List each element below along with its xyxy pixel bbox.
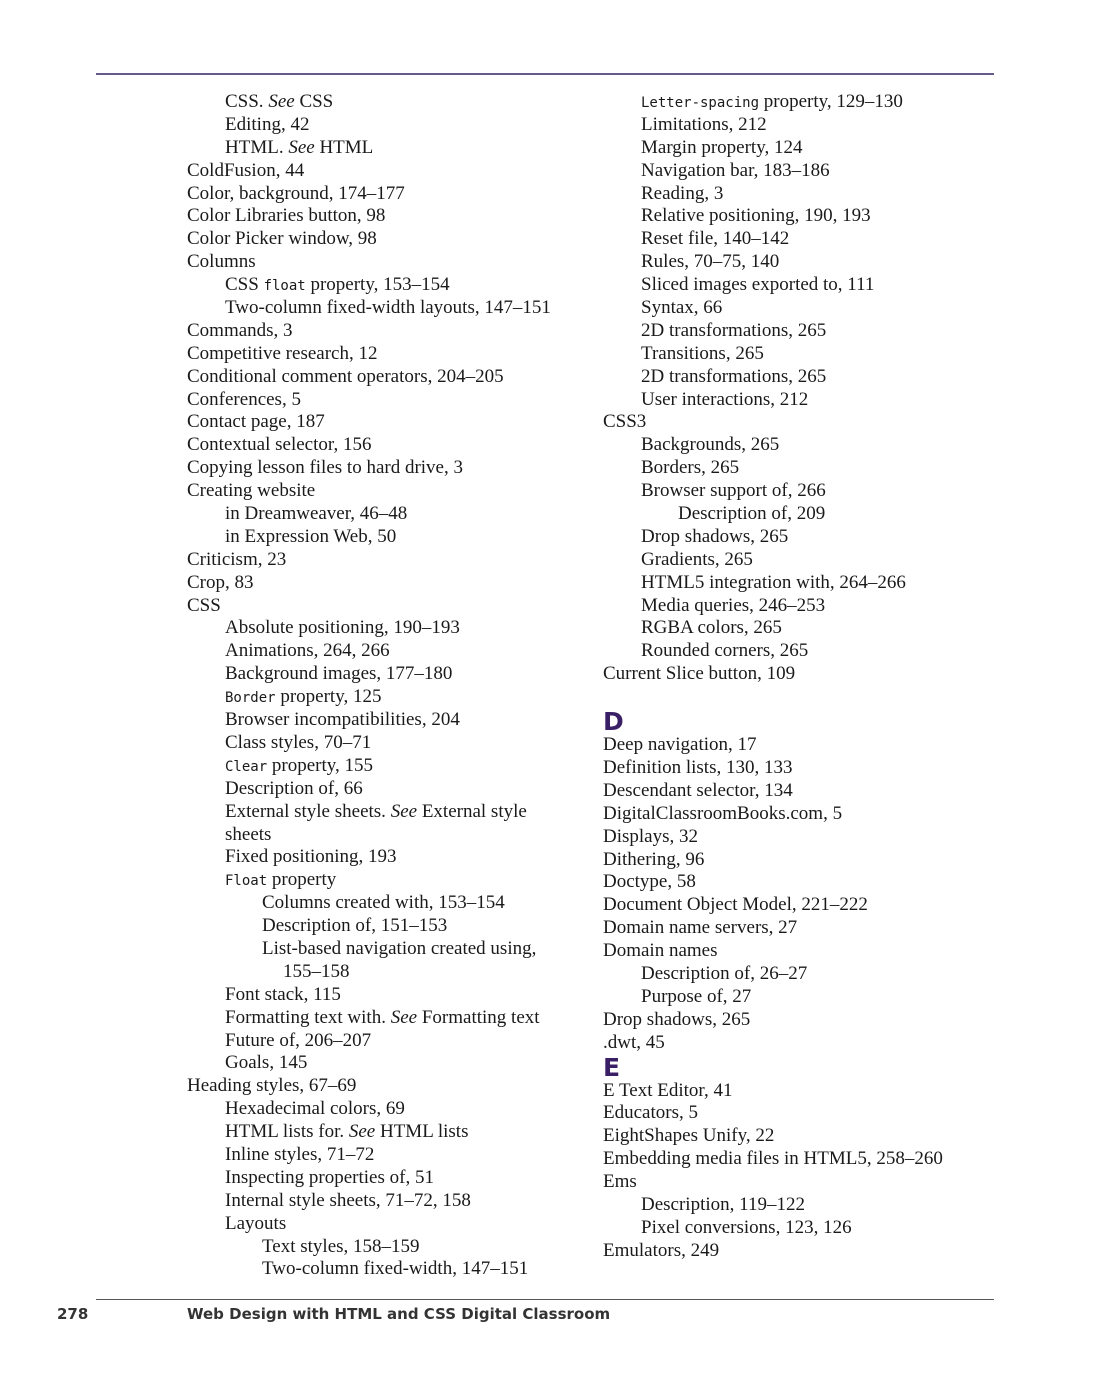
index-entry	[603, 663, 1003, 686]
index-entry	[603, 1194, 1003, 1217]
entry-text: Emulators, 249	[603, 1239, 720, 1261]
index-entry	[187, 892, 597, 915]
index-entry	[187, 732, 597, 755]
entry-text: E Text Editor, 41	[603, 1079, 733, 1101]
index-entry	[603, 871, 1003, 894]
entry-text: in Expression Web, 50	[225, 525, 397, 547]
entry-text: Text styles, 158–159	[262, 1235, 420, 1257]
index-entry	[187, 1213, 597, 1236]
code-term: Clear	[225, 758, 268, 775]
index-entry	[603, 1148, 1003, 1171]
index-entry	[603, 411, 1003, 434]
index-entry	[603, 640, 1003, 663]
entry-text: Relative positioning, 190, 193	[641, 205, 871, 227]
index-entry	[603, 205, 1003, 228]
entry-text: CSS	[294, 91, 334, 112]
entry-text: sheets	[225, 823, 272, 845]
index-entry	[187, 343, 597, 366]
index-entry	[187, 1258, 597, 1281]
index-entry	[603, 686, 1003, 709]
index-entry	[187, 160, 597, 183]
entry-text: Contextual selector, 156	[187, 434, 372, 456]
index-entry	[187, 91, 597, 114]
index-entry	[603, 849, 1003, 872]
index-entry	[603, 434, 1003, 457]
code-term: float	[263, 278, 306, 295]
index-entry	[187, 526, 597, 549]
entry-text: Formatting text with.	[225, 1006, 391, 1028]
entry-text: HTML lists	[375, 1121, 469, 1143]
index-entry	[603, 114, 1003, 137]
entry-text: CSS	[187, 594, 221, 616]
entry-text: Fixed positioning, 193	[225, 846, 397, 868]
entry-text: Document Object Model, 221–222	[603, 894, 868, 916]
index-entry	[187, 411, 597, 434]
entry-text: Margin property, 124	[641, 136, 803, 158]
index-entry	[187, 228, 597, 251]
entry-text: .dwt, 45	[603, 1031, 665, 1053]
index-entry	[187, 961, 597, 984]
index-entry	[603, 1032, 1003, 1055]
index-entry	[603, 274, 1003, 297]
index-entry	[187, 549, 597, 572]
entry-text: Columns	[187, 251, 256, 273]
entry-text: Conditional comment operators, 204–205	[187, 365, 504, 387]
index-entry	[603, 963, 1003, 986]
index-entry	[187, 1190, 597, 1213]
index-entry	[187, 503, 597, 526]
entry-text: property, 155	[267, 754, 374, 776]
see-reference: See	[288, 136, 315, 158]
index-entry	[603, 826, 1003, 849]
index-entry	[187, 1030, 597, 1053]
index-entry	[187, 297, 597, 320]
entry-text: Two-column fixed-width, 147–151	[262, 1258, 529, 1280]
index-entry	[187, 686, 597, 709]
entry-text: Syntax, 66	[641, 297, 723, 319]
index-entry	[187, 389, 597, 412]
entry-text: Columns created with, 153–154	[262, 892, 505, 914]
index-entry	[187, 846, 597, 869]
index-entry	[187, 824, 597, 847]
index-entry	[603, 183, 1003, 206]
index-entry	[603, 1217, 1003, 1240]
entry-text: Purpose of, 27	[641, 985, 752, 1007]
index-entry	[603, 1125, 1003, 1148]
index-entry	[603, 572, 1003, 595]
index-entry	[603, 503, 1003, 526]
index-entry	[187, 1052, 597, 1075]
entry-text: RGBA colors, 265	[641, 617, 782, 639]
entry-text: Browser incompatibilities, 204	[225, 709, 460, 731]
entry-text: Copying lesson files to hard drive, 3	[187, 457, 463, 479]
index-entry	[603, 757, 1003, 780]
top-rule	[96, 73, 994, 75]
index-entry	[603, 1080, 1003, 1103]
index-entry	[603, 297, 1003, 320]
entry-text: Deep navigation, 17	[603, 734, 757, 756]
index-entry	[603, 366, 1003, 389]
index-entry	[187, 1121, 597, 1144]
index-entry	[187, 366, 597, 389]
entry-text: Background images, 177–180	[225, 663, 453, 685]
entry-text: 2D transformations, 265	[641, 319, 827, 341]
entry-text: CSS	[225, 274, 264, 296]
entry-text: Conferences, 5	[187, 388, 301, 410]
entry-text: Domain name servers, 27	[603, 917, 798, 939]
index-entry	[603, 1240, 1003, 1263]
entry-text: Internal style sheets, 71–72, 158	[225, 1189, 471, 1211]
entry-text: Class styles, 70–71	[225, 731, 372, 753]
entry-text: Current Slice button, 109	[603, 663, 796, 685]
index-entry	[187, 1098, 597, 1121]
index-entry	[187, 1236, 597, 1259]
index-entry	[603, 617, 1003, 640]
index-entry	[187, 617, 597, 640]
index-entry	[187, 205, 597, 228]
index-entry	[603, 917, 1003, 940]
entry-text: Future of, 206–207	[225, 1029, 372, 1051]
entry-text: Drop shadows, 265	[603, 1008, 751, 1030]
index-entry	[603, 986, 1003, 1009]
index-column-right	[603, 91, 1003, 1263]
index-entry	[187, 640, 597, 663]
index-entry	[187, 1167, 597, 1190]
index-entry	[603, 457, 1003, 480]
page-number: 278	[57, 1305, 89, 1323]
entry-text: Descendant selector, 134	[603, 779, 793, 801]
index-entry	[187, 320, 597, 343]
entry-text: Competitive research, 12	[187, 342, 378, 364]
index-entry	[187, 114, 597, 137]
entry-text: Heading styles, 67–69	[187, 1075, 357, 1097]
entry-text: Drop shadows, 265	[641, 525, 789, 547]
see-reference: See	[390, 800, 418, 822]
index-entry	[603, 91, 1003, 114]
entry-text: Media queries, 246–253	[641, 594, 826, 616]
entry-text: Transitions, 265	[641, 342, 764, 364]
index-entry	[603, 1171, 1003, 1194]
entry-text: Criticism, 23	[187, 548, 287, 570]
index-entry	[187, 480, 597, 503]
entry-text: Absolute positioning, 190–193	[225, 617, 460, 639]
index-entry	[187, 1144, 597, 1167]
index-entry	[603, 734, 1003, 757]
index-entry	[603, 526, 1003, 549]
entry-text: DigitalClassroomBooks.com, 5	[603, 802, 843, 824]
code-term: Border	[225, 690, 276, 707]
index-entry	[603, 480, 1003, 503]
see-reference: See	[268, 91, 295, 112]
index-entry	[187, 778, 597, 801]
entry-text: Two-column fixed-width layouts, 147–151	[225, 297, 551, 319]
entry-text: Navigation bar, 183–186	[641, 159, 830, 181]
index-entry	[603, 228, 1003, 251]
entry-text: Limitations, 212	[641, 113, 767, 135]
entry-text: Goals, 145	[225, 1052, 308, 1074]
index-entry	[187, 137, 597, 160]
index-entry	[187, 915, 597, 938]
index-entry	[187, 709, 597, 732]
index-entry	[187, 755, 597, 778]
entry-text: property, 153–154	[305, 274, 450, 296]
entry-text: HTML	[314, 136, 374, 158]
entry-text: Color, background, 174–177	[187, 182, 405, 204]
index-entry	[187, 251, 597, 274]
entry-text: ColdFusion, 44	[187, 159, 305, 181]
index-column-left	[187, 91, 597, 1281]
entry-text: EightShapes Unify, 22	[603, 1125, 775, 1147]
entry-text: HTML.	[225, 136, 289, 158]
index-entry	[603, 137, 1003, 160]
entry-text: Doctype, 58	[603, 871, 696, 893]
entry-text: Commands, 3	[187, 319, 293, 341]
entry-text: Description of, 151–153	[262, 915, 448, 937]
entry-text: Domain names	[603, 940, 718, 962]
entry-text: Description of, 66	[225, 777, 363, 799]
index-entry	[603, 1102, 1003, 1125]
index-entry	[187, 274, 597, 297]
entry-text: HTML lists for.	[225, 1121, 349, 1143]
index-entry	[187, 938, 597, 961]
entry-text: Crop, 83	[187, 571, 254, 593]
entry-text: Educators, 5	[603, 1102, 698, 1124]
see-reference: See	[390, 1006, 418, 1028]
entry-text: 155–158	[283, 960, 350, 982]
entry-text: External style sheets.	[225, 800, 391, 822]
entry-text: Creating website	[187, 480, 316, 502]
index-entry	[187, 663, 597, 686]
entry-text: in Dreamweaver, 46–48	[225, 503, 408, 525]
entry-text: External style	[417, 800, 527, 822]
entry-text: User interactions, 212	[641, 388, 809, 410]
entry-text: Borders, 265	[641, 457, 740, 479]
index-entry	[603, 894, 1003, 917]
index-entry	[603, 389, 1003, 412]
entry-text: 2D transformations, 265	[641, 365, 827, 387]
index-entry	[187, 572, 597, 595]
entry-text: Animations, 264, 266	[225, 640, 390, 662]
index-entry	[603, 595, 1003, 618]
bottom-rule	[96, 1299, 994, 1300]
index-entry	[187, 801, 597, 824]
see-reference: See	[348, 1121, 376, 1143]
entry-text: Embedding media files in HTML5, 258–260	[603, 1148, 943, 1170]
index-entry	[603, 780, 1003, 803]
entry-text: List-based navigation created using,	[262, 937, 537, 959]
entry-text: Color Picker window, 98	[187, 228, 377, 250]
entry-text: Definition lists, 130, 133	[603, 756, 793, 778]
entry-text: Font stack, 115	[225, 983, 341, 1005]
code-term: Letter-spacing	[641, 95, 760, 111]
entry-text: HTML5 integration with, 264–266	[641, 571, 906, 593]
entry-text: CSS.	[225, 91, 269, 112]
entry-text: Hexadecimal colors, 69	[225, 1098, 405, 1120]
entry-text: property, 125	[275, 686, 382, 708]
index-entry	[603, 549, 1003, 572]
entry-text: Pixel conversions, 123, 126	[641, 1216, 852, 1238]
entry-text: Gradients, 265	[641, 548, 753, 570]
index-entry	[187, 434, 597, 457]
section-letter: D	[603, 707, 624, 737]
entry-text: Editing, 42	[225, 113, 310, 135]
entry-text: CSS3	[603, 411, 647, 433]
entry-text: Rounded corners, 265	[641, 640, 809, 662]
index-entry	[603, 343, 1003, 366]
index-entry	[603, 320, 1003, 343]
index-entry	[603, 803, 1003, 826]
entry-text: Reset file, 140–142	[641, 228, 790, 250]
index-entry	[603, 160, 1003, 183]
index-entry	[187, 595, 597, 618]
entry-text: Inline styles, 71–72	[225, 1143, 375, 1165]
index-entry	[187, 869, 597, 892]
entry-text: Description of, 209	[678, 503, 826, 525]
index-entry	[603, 940, 1003, 963]
entry-text: property	[267, 869, 337, 891]
entry-text: Ems	[603, 1171, 637, 1193]
entry-text: Dithering, 96	[603, 848, 705, 870]
entry-text: Backgrounds, 265	[641, 434, 780, 456]
entry-text: Rules, 70–75, 140	[641, 251, 780, 273]
entry-text: Reading, 3	[641, 182, 724, 204]
entry-text: Formatting text	[417, 1006, 540, 1028]
entry-text: Description of, 26–27	[641, 962, 808, 984]
entry-text: Browser support of, 266	[641, 480, 826, 502]
entry-text: Sliced images exported to, 111	[641, 274, 875, 296]
entry-text: Displays, 32	[603, 825, 698, 847]
index-entry	[603, 251, 1003, 274]
entry-text: property, 129–130	[759, 91, 903, 112]
section-letter: E	[603, 1052, 621, 1082]
entry-text: Inspecting properties of, 51	[225, 1166, 434, 1188]
index-entry	[187, 1007, 597, 1030]
entry-text: Color Libraries button, 98	[187, 205, 386, 227]
entry-text: Description, 119–122	[641, 1193, 805, 1215]
index-entry	[187, 183, 597, 206]
index-entry	[603, 1009, 1003, 1032]
index-entry	[187, 457, 597, 480]
entry-text: Layouts	[225, 1212, 287, 1234]
code-term: Float	[225, 873, 268, 890]
entry-text: Contact page, 187	[187, 411, 325, 433]
index-entry	[187, 984, 597, 1007]
index-entry	[187, 1075, 597, 1098]
book-title: Web Design with HTML and CSS Digital Classroom	[187, 1305, 611, 1323]
